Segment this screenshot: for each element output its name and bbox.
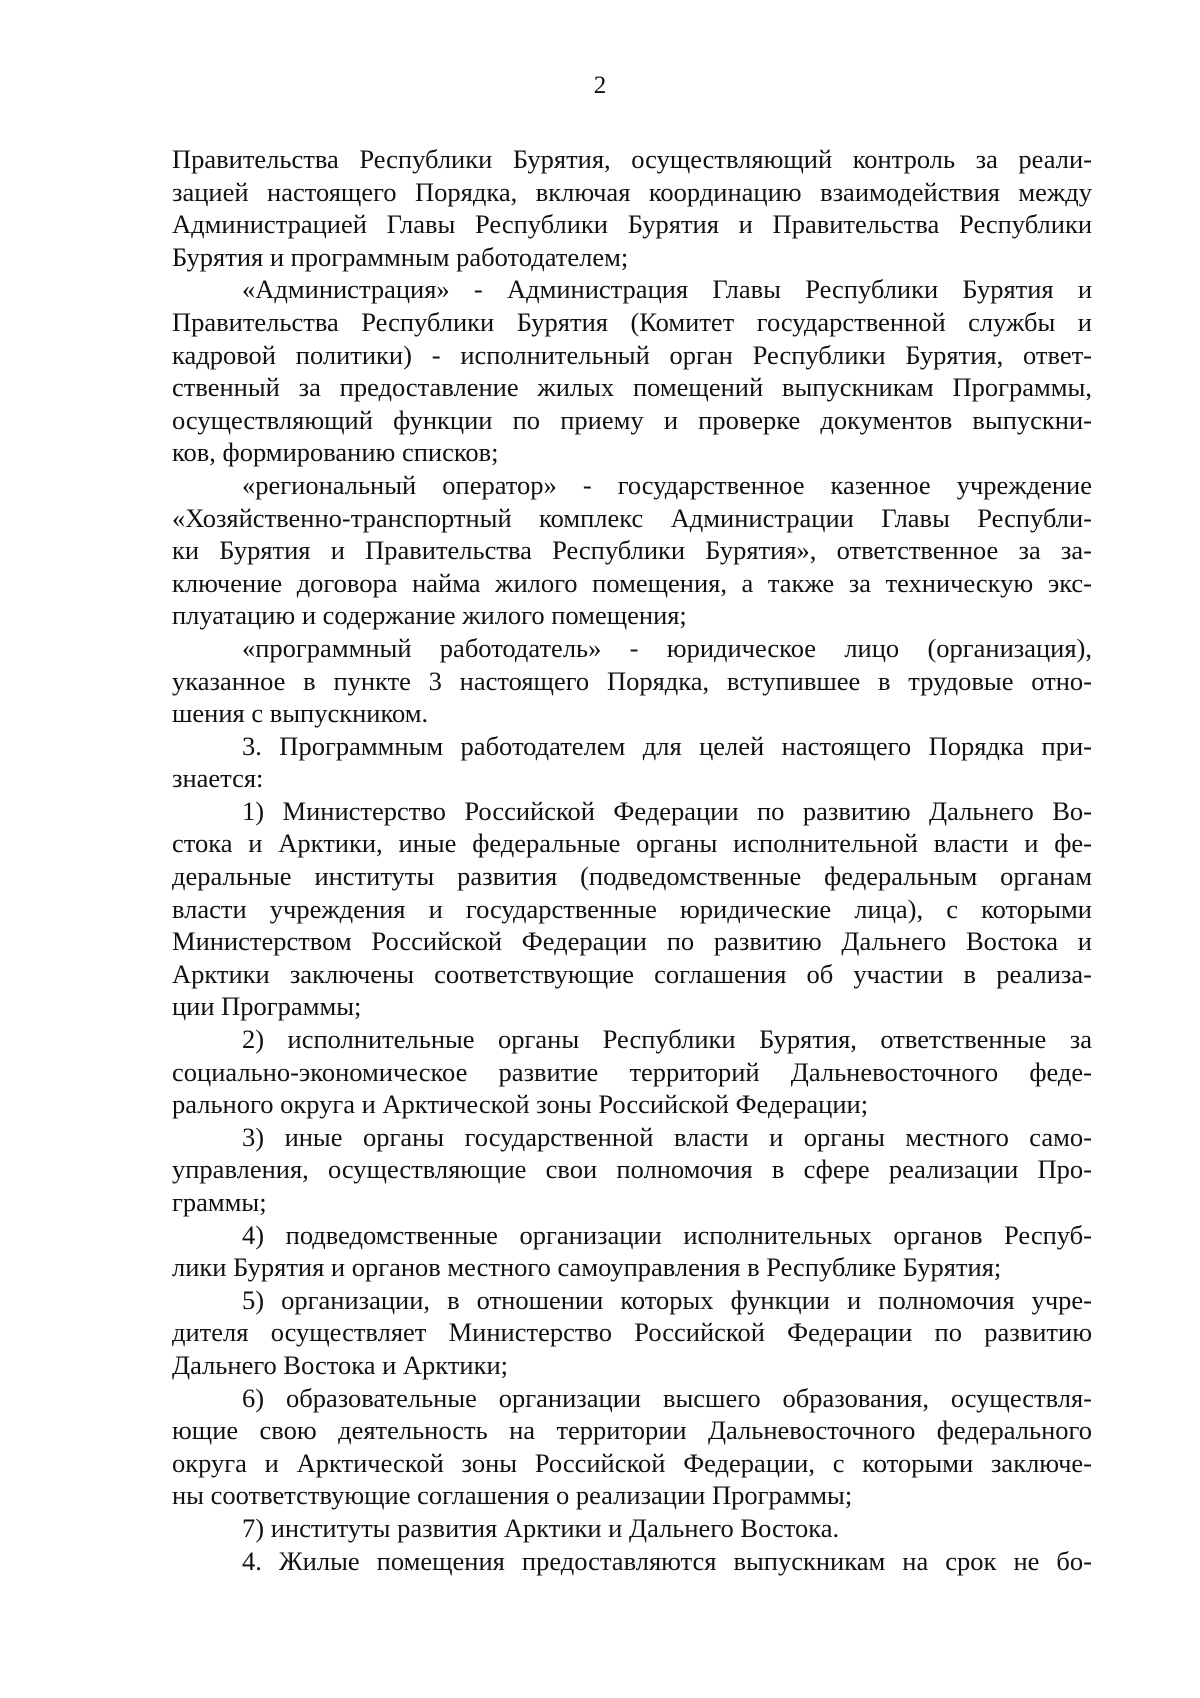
text-line: ков, формированию списков; (172, 437, 499, 468)
text-line: Бурятия и программным работодателем; (172, 241, 629, 272)
text-line: Правительства Республики Бурятия, осуществляющий контроль за реали- (172, 144, 1092, 174)
text-line: «Администрация» - Администрация Главы Республики Бурятия и (242, 274, 1092, 305)
document-body (172, 143, 1092, 1577)
text-line: социально-экономическое развитие территорий Дальневосточного феде- (172, 1056, 1092, 1087)
text-line: кадровой политики) - исполнительный орган Республики Бурятия, ответ- (172, 339, 1092, 370)
text-line: деральные институты развития (подведомственные федеральным органам (172, 861, 1092, 892)
text-line: ственный за предоставление жилых помещений выпускникам Программы, (172, 372, 1092, 403)
text-line: Арктики заключены соответствующие соглашения об участии в реализа- (172, 958, 1092, 989)
text-line: 6) образовательные организации высшего образования, осуществля- (242, 1382, 1092, 1413)
text-line: ции Программы; (172, 991, 362, 1022)
text-line: осуществляющий функции по приему и проверке документов выпускни- (172, 404, 1092, 435)
text-line: граммы; (172, 1187, 267, 1217)
text-line: шения с выпускником. (172, 698, 429, 729)
text-line: «Хозяйственно-транспортный комплекс Администрации Главы Республи- (172, 502, 1092, 533)
text-line: управления, осуществляющие свои полномочия в сфере реализации Про- (172, 1154, 1092, 1185)
text-line: «региональный оператор» - государственное казенное учреждение (242, 469, 1092, 500)
text-line: указанное в пункте 3 настоящего Порядка, вступившее в трудовые отно- (172, 665, 1092, 696)
text-line: 4) подведомственные организации исполнительных органов Респуб- (242, 1219, 1092, 1250)
text-line: округа и Арктической зоны Российской Федерации, с которыми заключе- (172, 1447, 1092, 1478)
text-line: лики Бурятия и органов местного самоуправления в Республике Бурятия; (172, 1252, 1002, 1283)
text-line: Дальнего Востока и Арктики; (172, 1349, 508, 1380)
text-line: 3. Программным работодателем для целей настоящего Порядка при- (242, 730, 1092, 761)
text-line: стока и Арктики, иные федеральные органы исполнительной власти и фе- (172, 828, 1092, 859)
text-line: плуатацию и содержание жилого помещения; (172, 600, 687, 631)
text-line: Правительства Республики Бурятия (Комитет государственной службы и (172, 306, 1092, 337)
text-line: зацией настоящего Порядка, включая координацию взаимодействия между (172, 176, 1092, 207)
text-line: 1) Министерство Российской Федерации по развитию Дальнего Во- (242, 795, 1092, 826)
text-line: 2) исполнительные органы Республики Бурятия, ответственные за (242, 1024, 1092, 1055)
text-line: 5) организации, в отношении которых функции и полномочия учре- (242, 1284, 1092, 1315)
text-line: знается: (172, 763, 264, 794)
page-number: 2 (593, 72, 607, 99)
text-line: власти учреждения и государственные юридические лица), с которыми (172, 893, 1092, 924)
text-line: «программный работодатель» - юридическое лицо (организация), (242, 632, 1092, 663)
text-line: ключение договора найма жилого помещения, а также за техническую экс- (172, 567, 1092, 598)
text-line: дителя осуществляет Министерство Российской Федерации по развитию (172, 1317, 1092, 1348)
text-line: Администрацией Главы Республики Бурятия и Правительства Республики (172, 209, 1092, 240)
text-line: 4. Жилые помещения предоставляются выпускникам на срок не бо- (242, 1545, 1092, 1576)
text-line: 7) институты развития Арктики и Дальнего Востока. (242, 1512, 840, 1543)
text-line: 3) иные органы государственной власти и органы местного само- (242, 1121, 1092, 1152)
text-line: ющие свою деятельность на территории Дальневосточного федерального (172, 1415, 1092, 1446)
text-line: рального округа и Арктической зоны Российской Федерации; (172, 1089, 869, 1120)
text-line: Министерством Российской Федерации по развитию Дальнего Востока и (172, 926, 1092, 957)
text-line: ки Бурятия и Правительства Республики Бурятия», ответственное за за- (172, 535, 1092, 566)
text-line: ны соответствующие соглашения о реализации Программы; (172, 1480, 853, 1511)
